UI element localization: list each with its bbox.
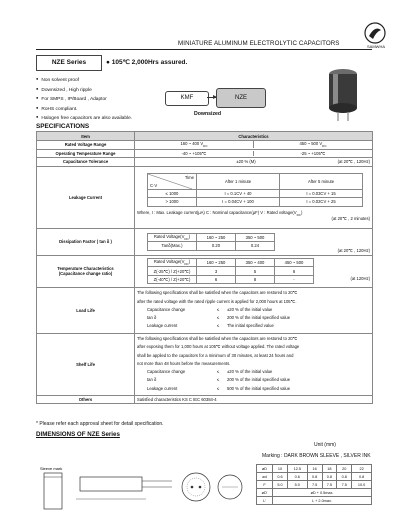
ll-item-val: ±20 % of the initial value (227, 306, 273, 312)
shelf-life-line: not more than 48 hours before the measurements. (137, 360, 231, 366)
feature-item: ● RoHS compliant. (36, 103, 132, 113)
df-cond: (at 20℃ , 120Hz) (337, 247, 370, 253)
ll-item-val: 200 % of the initial specified value (227, 315, 291, 321)
dim-cell: øD (257, 465, 273, 473)
col-item-header: Item (37, 132, 135, 141)
leakage-values (135, 166, 373, 228)
sl-item-key: Capacitance change (147, 369, 186, 375)
op-temp-label: Operating Temperature Range (37, 149, 135, 158)
table-row (257, 465, 372, 473)
load-life-values (135, 287, 373, 333)
rated-voltage-values (135, 141, 373, 150)
table-row (37, 333, 373, 395)
time-cv-cell (148, 173, 197, 189)
sl-item-op: ≤ (217, 385, 220, 391)
sl-item-val: ±20 % of the initial value (227, 369, 273, 375)
dimensions-title: DIMENSIONS OF NZE Series (36, 431, 120, 438)
ll-item-key: Capacitance change (147, 306, 186, 312)
rv2-sub: DC (322, 144, 327, 149)
after5-header: After 5 minute (280, 173, 363, 189)
table-row (257, 473, 372, 481)
tc-rv-text: Rated Voltage(V (153, 259, 185, 265)
tc-row1-v3: 6 (275, 267, 314, 276)
dim-cell: øD' (257, 489, 273, 497)
shelf-life-label: Shelf Life (37, 333, 135, 395)
tc-row2-v3: - (275, 275, 314, 284)
header-title: MINIATURE ALUMINUM ELECTROLYTIC CAPACITORS (178, 40, 340, 47)
dim-cell: 18 (322, 465, 337, 473)
shelf-life-line: after exposing them for 1,000 hours at 105℃ without voltage applied. The rated voltage (137, 344, 300, 350)
table-row (37, 141, 373, 150)
ll-item-op: ≤ (217, 323, 220, 329)
unit-label: Unit (mm) (314, 442, 336, 448)
feature-item: ● Downsized , High ripple (36, 84, 132, 94)
df-tan1: 0.20 (197, 242, 236, 251)
load-life-item (137, 306, 370, 314)
samwha-logo-icon (364, 22, 386, 44)
op-temp-v1: -40 ~ +105℃ (135, 151, 254, 156)
sl-item-op: ≤ (217, 369, 220, 375)
leakage-cond: (at 20℃ , 2 minutes) (331, 216, 370, 222)
leak-a5-1: I = 0.03CV + 15 (280, 189, 363, 198)
load-life-line: after the rated voltage with the rated ripple current is applied for 2,000 hours at 105℃. (137, 298, 297, 304)
dim-cell: 0.8 (352, 473, 372, 481)
dim-cell: L + 2.0max. (273, 497, 372, 505)
arrow-right-icon (207, 97, 216, 98)
logo-text: SAMWHA (367, 44, 385, 49)
dim-cell: 10.0 (352, 481, 372, 489)
time-label: Time (184, 174, 194, 180)
leakage-note-text: Where, I : Max. Leakage current(μA) C : Nominal capacitance(μF) V : Rated voltage(V (137, 209, 297, 215)
table-row (257, 481, 372, 489)
table-row (148, 233, 275, 242)
shelf-life-item (137, 385, 370, 393)
df-rv-sub: DC (184, 236, 189, 241)
shelf-life-values (135, 333, 373, 395)
table-row (148, 275, 314, 284)
tc-row2-label: Z(-40℃) / Z(+20℃) (148, 275, 197, 284)
sl-item-val: 200 % of the initial specified value (227, 377, 291, 383)
sl-item-op: ≤ (217, 377, 220, 383)
df-rv-label: Rated $Voltage(V_{DC})$ (148, 233, 197, 242)
df-rv1: 160 ~ 250 (197, 233, 236, 242)
dim-cell: ød (257, 473, 273, 481)
series-subtitle: ● 105℃ 2,000Hrs assured. (106, 59, 188, 66)
feature-item: ● Halogen free capacitors are also available. (36, 112, 132, 122)
capacitor-image-icon (320, 62, 366, 122)
rated-voltage-v2 (254, 141, 372, 148)
tc-row1-label: Z(-25℃) / Z(+20℃) (148, 267, 197, 276)
table-row (37, 228, 373, 255)
sl-item-val: 500 % of the initial specified value (227, 385, 291, 391)
marking-label: Marking : DARK BROWN SLEEVE , SILVER INK (262, 453, 371, 459)
ll-item-op: ≤ (217, 315, 220, 321)
op-temp-v2: -25 ~ +105℃ (300, 150, 326, 156)
feature-list (36, 74, 132, 122)
dim-cell: 7.5 (337, 481, 352, 489)
dim-cell: L' (257, 497, 273, 505)
tc-rv2: 350 ~ 400 (236, 258, 275, 267)
cap-tol-values (135, 158, 373, 167)
leakage-label: Leakage Current (37, 166, 135, 228)
table-row (37, 287, 373, 333)
op-temp-values (135, 149, 373, 158)
dim-cell: 16 (307, 465, 322, 473)
ll-item-key: Leakage current (147, 323, 178, 329)
tc-cond: (at 120Hz) (350, 275, 370, 281)
dissipation-table (147, 233, 275, 251)
table-row (37, 166, 373, 228)
cv-label: C·V (150, 182, 158, 188)
ll-item-key: tan δ (147, 315, 157, 321)
leak-cv-2: > 1000 (148, 198, 197, 207)
sl-item-key: Leakage current (147, 385, 178, 391)
df-rv2: 350 ~ 500 (236, 233, 275, 242)
cap-tol-cond: (at 20℃ , 120Hz) (337, 159, 370, 165)
dim-cell: øD + 0.5max. (273, 489, 372, 497)
temp-char-label1: Temperature Characteristics (57, 266, 114, 271)
sleeve-mark-text: Sleeve mark (40, 466, 63, 471)
specifications-title: SPECIFICATIONS (36, 123, 90, 130)
table-row (257, 497, 372, 505)
feature-item: ● For SMPS , IP/Board , Adaptor (36, 93, 132, 103)
dim-cell: 12.5 (287, 465, 307, 473)
ll-item-val: The initial specified value (227, 323, 274, 329)
dim-cell: 7.5 (307, 481, 322, 489)
table-row (37, 149, 373, 158)
sl-item-key: tan δ (147, 377, 157, 383)
table-row (37, 132, 373, 141)
tc-row2-v2: 8 (236, 275, 275, 284)
df-tan2: 0.24 (236, 242, 275, 251)
after1-header: After 1 minute (197, 173, 280, 189)
cap-tol-value: ±20 % (M) (236, 159, 256, 165)
ll-item-op: ≤ (217, 306, 220, 312)
dim-cell: 7.5 (322, 481, 337, 489)
table-row (37, 255, 373, 287)
table-row (148, 258, 314, 267)
leakage-note-sub: DC (296, 212, 301, 217)
approval-note: * Please refer each approval sheet for detail specification. (36, 421, 164, 427)
tc-row2-v1: 6 (197, 275, 236, 284)
dim-cell: 20 (337, 465, 352, 473)
table-row (148, 267, 314, 276)
leak-a5-2: I = 0.02CV + 25 (280, 198, 363, 207)
nze-badge: NZE (216, 88, 266, 108)
shelf-life-item (137, 376, 370, 384)
table-row (148, 242, 275, 251)
temp-char-label (37, 255, 135, 287)
tc-row1-v1: 3 (197, 267, 236, 276)
leak-a1-2: I = 0.04CV + 100 (197, 198, 280, 207)
table-row (257, 489, 372, 497)
table-row (37, 158, 373, 167)
tc-rv1: 160 ~ 250 (197, 258, 236, 267)
tc-rv-sub: DC (184, 261, 189, 266)
df-tan-label: Tanδ(Max.) (148, 242, 197, 251)
dim-cell: 10 (273, 465, 288, 473)
dim-cell: F (257, 481, 273, 489)
others-label: Others (37, 395, 135, 403)
leakage-table (147, 173, 363, 207)
col-char-header: Characteristics (135, 132, 373, 141)
dimension-drawing-icon (36, 463, 246, 515)
series-name: NZE Series (36, 55, 102, 71)
leakage-note: Where, I : Max. Leakage current(μA) C : Nominal capacitance(μF) V : Rated $voltage(V_{DC})$ (137, 209, 303, 217)
dim-cell: 0.8 (307, 473, 322, 481)
tc-row1-v2: 5 (236, 267, 275, 276)
feature-item: ● Non solvent proof (36, 74, 132, 84)
temp-char-label2: (Capacitance change ratio) (58, 271, 113, 276)
rv2-text: 450 ~ 500 V (299, 141, 323, 147)
load-life-item (137, 322, 370, 330)
temp-char-values (135, 255, 373, 287)
leak-a1-1: I = 0.1CV + 40 (197, 189, 280, 198)
load-life-item (137, 314, 370, 322)
rated-voltage-v1 (135, 141, 254, 148)
table-row (148, 189, 363, 198)
dissipation-values (135, 228, 373, 255)
shelf-life-line: shall be applied to the capacitors for a minimum of 30 minutes, at least 24 hours and (137, 352, 294, 358)
tc-rv3: 450 ~ 500 (275, 258, 314, 267)
shelf-life-item (137, 368, 370, 376)
temp-char-table (147, 258, 314, 285)
dim-cell: 5.0 (273, 481, 288, 489)
dissipation-label: Dissipation Factor ( tan δ ) (37, 228, 135, 255)
tc-rv-label: Rated $Voltage(V_{DC})$ (148, 258, 197, 267)
shelf-life-line: The following specifications shall be satisfied when the capacitors are restored to 20℃ (137, 336, 298, 342)
rated-voltage-label: Rated Voltage Range (37, 141, 135, 150)
dim-cell: 5.0 (287, 481, 307, 489)
dim-cell: 0.6 (287, 473, 307, 481)
kmf-badge: KMF (165, 91, 209, 106)
dim-cell: 0.8 (337, 473, 352, 481)
df-rv-text: Rated Voltage(V (153, 233, 185, 239)
header-rule (36, 49, 372, 50)
cap-tol-label: Capacitance Tolerance (37, 158, 135, 167)
dim-cell: 0.8 (322, 473, 337, 481)
spec-table (36, 131, 373, 404)
dim-cell: 0.6 (273, 473, 288, 481)
dim-cell: 22 (352, 465, 372, 473)
table-row (37, 395, 373, 403)
rv1-text: 160 ~ 400 V (180, 141, 204, 147)
table-row (148, 198, 363, 207)
load-life-label: Load Life (37, 287, 135, 333)
load-life-line: The following specifications shall be satisfied when the capacitors are restored to 20℃ (137, 290, 298, 296)
table-row (148, 173, 363, 189)
downsized-caption: Downsized (194, 111, 222, 117)
dimension-table (256, 464, 372, 505)
leak-cv-1: ≤ 1000 (148, 189, 197, 198)
others-value: Satisfied characteristics KS C IEC 60384-4 (135, 395, 373, 403)
rv1-sub: DC (203, 144, 208, 149)
